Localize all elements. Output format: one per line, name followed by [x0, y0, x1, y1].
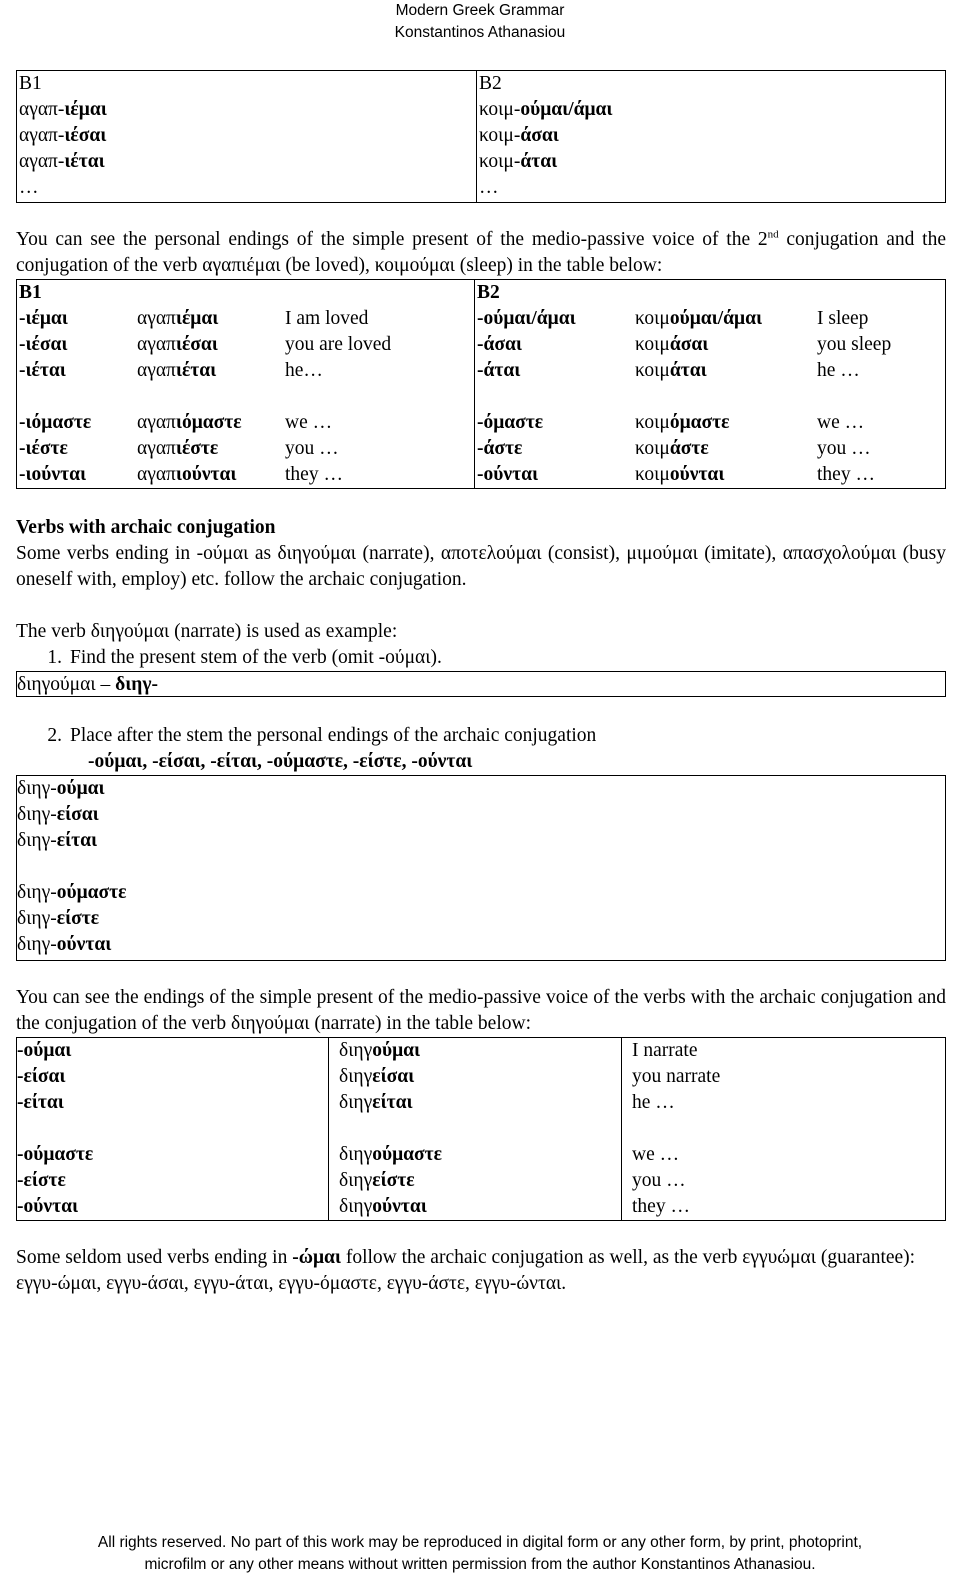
conj-b2-form-stem: κοιμ: [635, 438, 670, 459]
stem-box-verb: διηγούμαι –: [17, 674, 116, 695]
endings-ending: [17, 1116, 329, 1142]
b2-ending: άσαι: [520, 125, 559, 146]
conj-b2-form-stem: κοιμ: [635, 308, 670, 329]
b1-ending: ιέται: [64, 151, 105, 172]
conj-b2-form-ending: ούμαι/άμαι: [669, 308, 762, 329]
conj-b1-form-ending: ιούνται: [175, 464, 237, 485]
archaic-form-row: [17, 880, 945, 906]
archaic-form-stem: διηγ-: [17, 778, 57, 799]
endings-form: [329, 1090, 622, 1116]
b1-stem: …: [19, 177, 39, 198]
b1-row: [19, 123, 476, 149]
seldom-paragraph: [16, 1245, 946, 1271]
endings-form: [329, 1116, 622, 1142]
b1-ending: ιέσαι: [64, 125, 107, 146]
endings-table: [16, 1037, 946, 1221]
archaic-heading: Verbs with archaic conjugation: [16, 517, 276, 538]
conj-b2-ending: -άστε: [477, 438, 523, 459]
page-footer: [0, 1532, 960, 1576]
endings-ending: -είται: [17, 1090, 329, 1116]
conj-b1-row: [19, 306, 474, 332]
conj-b1-column: [17, 280, 475, 488]
conj-b1-form-ending: ιέσαι: [175, 334, 218, 355]
conj-b2-form-ending: άσαι: [669, 334, 709, 355]
conj-b2-translation: they …: [817, 464, 875, 485]
conj-b1-ending: -ιέμαι: [19, 308, 68, 329]
archaic-form-row: [17, 802, 945, 828]
page-header: [0, 0, 960, 44]
seldom-forms: εγγυ-ώμαι, εγγυ-άσαι, εγγυ-άται, εγγυ-όμαστε, εγγυ-άστε, εγγυ-ώνται.: [16, 1273, 567, 1294]
archaic-form-ending: είστε: [56, 908, 100, 929]
conj-b2-form-ending: άστε: [669, 438, 709, 459]
example-intro: The verb διηγούμαι (narrate) is used as example:: [16, 621, 398, 642]
b1-row: [19, 175, 476, 201]
conj-b1-ending: -ιούνται: [19, 464, 87, 485]
conj-b1-form-stem: αγαπ: [137, 438, 176, 459]
intro-text-b: conjugation and the conjugation of the verb αγαπιέμαι (be loved), κοιμούμαι (sleep) in the table below:: [16, 229, 946, 276]
b2-row: [479, 123, 945, 149]
b1-row: [19, 97, 476, 123]
step-2-endings: -ούμαι, -είσαι, -είται, -ούμαστε, -είστε, -ούνται: [88, 751, 473, 772]
conj-b1-form-ending: ιόμαστε: [175, 412, 242, 433]
step-1-number: 1.: [47, 647, 62, 668]
b2-row: [479, 175, 945, 201]
endings-translation: you …: [632, 1170, 686, 1191]
endings-row: [17, 1064, 945, 1090]
conj-b2-translation: you …: [817, 438, 871, 459]
endings-form-ending: είστε: [372, 1170, 415, 1191]
conj-b1-form: [137, 436, 285, 462]
archaic-form-ending: ούμαι: [56, 778, 105, 799]
b1-column: [17, 71, 477, 202]
conj-b1-translation: he…: [285, 360, 323, 381]
endings-row: [17, 1142, 945, 1168]
seldom-text-a: Some seldom used verbs ending in: [16, 1247, 293, 1268]
intro-sup: nd: [767, 228, 779, 241]
endings-form-ending: ούμαστε: [372, 1144, 442, 1165]
conj-b2-form: [635, 306, 817, 332]
top-conjugation-table: [16, 70, 946, 203]
conj-b2-row: [477, 358, 945, 384]
b2-stem: κοιμ-: [479, 99, 521, 120]
endings-row: [17, 1194, 945, 1220]
conj-b2-row: [477, 306, 945, 332]
conj-b1-translation: [285, 384, 473, 410]
endings-form-ending: είσαι: [372, 1066, 415, 1087]
conj-b1-form: [137, 462, 285, 488]
b1-row: [19, 149, 476, 175]
conj-b2-form-ending: όμαστε: [669, 412, 730, 433]
archaic-form-stem: διηγ-: [17, 934, 57, 955]
conj-b1-row: [19, 358, 474, 384]
endings-form: [329, 1142, 622, 1168]
conj-b1-form-stem: αγαπ: [137, 334, 176, 355]
conj-b1-translation: you …: [285, 438, 339, 459]
conj-b2-row: [477, 384, 945, 410]
seldom-text-b: follow the archaic conjugation as well, as the verb εγγυώμαι (guarantee):: [340, 1247, 916, 1268]
endings-form-stem: διηγ: [339, 1144, 373, 1165]
conj-b1-row: [19, 332, 474, 358]
endings-ending: -ούμαστε: [17, 1142, 329, 1168]
conj-b2-ending: -ούμαι/άμαι: [477, 308, 576, 329]
archaic-form-ending: είται: [56, 830, 98, 851]
endings-translation: I narrate: [632, 1040, 698, 1061]
endings-ending: -είσαι: [17, 1064, 329, 1090]
conj-b2-form-stem: κοιμ: [635, 360, 670, 381]
archaic-form-stem: διηγ-: [17, 908, 57, 929]
b2-stem: …: [479, 177, 499, 198]
endings-translation: he …: [632, 1092, 675, 1113]
conj-b2-row: [477, 332, 945, 358]
conj-b1-ending: -ιόμαστε: [19, 412, 92, 433]
conj-b2-translation: we …: [817, 412, 865, 433]
endings-ending: -ούνται: [17, 1194, 329, 1220]
conj-b1-ending: [19, 384, 137, 410]
endings-form-stem: διηγ: [339, 1066, 373, 1087]
endings-form: [329, 1168, 622, 1194]
conj-b1-translation: you are loved: [285, 334, 392, 355]
conj-b1-ending: -ιέσαι: [19, 334, 68, 355]
conj-b1-form: [137, 410, 285, 436]
endings-row: [17, 1090, 945, 1116]
archaic-form-ending: ούνται: [56, 934, 112, 955]
conj-b2-form-stem: κοιμ: [635, 464, 670, 485]
endings-translation: we …: [632, 1144, 680, 1165]
archaic-form-stem: διηγ-: [17, 804, 57, 825]
header-author: Konstantinos Athanasiou: [394, 24, 566, 41]
conj-b1-ending: -ιέστε: [19, 438, 68, 459]
endings-form: [329, 1038, 622, 1064]
endings-form-stem: διηγ: [339, 1170, 373, 1191]
conj-b1-row: [19, 436, 474, 462]
endings-form-ending: είται: [372, 1092, 413, 1113]
b2-row: [479, 97, 945, 123]
endings-ending: -ούμαι: [17, 1038, 329, 1064]
conj-b1-row: [19, 410, 474, 436]
conj-b1-form: [137, 384, 285, 410]
conj-b2-form: [635, 358, 817, 384]
archaic-form-row: [17, 854, 945, 880]
conj-b1-translation: I am loved: [285, 308, 369, 329]
conj-b1-translation: we …: [285, 412, 333, 433]
endings-translation: you narrate: [632, 1066, 721, 1087]
archaic-forms-box: [16, 775, 946, 961]
endings-row: [17, 1038, 945, 1064]
endings-form-ending: ούμαι: [372, 1040, 421, 1061]
footer-line-1: All rights reserved. No part of this work may be reproduced in digital form or any other form, by print, photoprint,: [97, 1534, 863, 1551]
conj-b2-title: B2: [477, 282, 500, 303]
conj-b2-ending: -ούνται: [477, 464, 538, 485]
conj-b1-form-stem: αγαπ: [137, 360, 176, 381]
conj-b2-form: [635, 462, 817, 488]
endings-paragraph: You can see the endings of the simple present of the medio-passive voice of the verbs with the archaic conjugation and the conjugation of the verb διηγούμαι (narrate) in the table below:: [16, 987, 946, 1034]
archaic-form-ending: ούμαστε: [56, 882, 127, 903]
b2-column: [477, 71, 945, 202]
archaic-form-row: [17, 906, 945, 932]
conj-b2-form-ending: ούνται: [669, 464, 725, 485]
b2-stem: κοιμ-: [479, 151, 521, 172]
conj-b1-title: B1: [19, 282, 42, 303]
conj-b2-translation: he …: [817, 360, 860, 381]
archaic-form-row: [17, 932, 945, 958]
endings-translation: [622, 1116, 632, 1142]
conj-b1-row: [19, 462, 474, 488]
conj-b2-form: [635, 332, 817, 358]
conj-b1-rows: [19, 306, 474, 488]
intro-paragraph: [16, 227, 946, 279]
conj-b2-ending: -άσαι: [477, 334, 522, 355]
footer-line-2: microfilm or any other means without written permission from the author Konstantinos Athanasiou.: [144, 1556, 816, 1573]
step-2-text: Place after the stem the personal endings of the archaic conjugation: [70, 725, 597, 746]
conj-b1-translation: they …: [285, 464, 343, 485]
stem-box: [16, 671, 946, 697]
step-2-number: 2.: [47, 725, 62, 746]
conj-b2-ending: -άται: [477, 360, 521, 381]
b2-ending: άται: [520, 151, 558, 172]
b2-title: B2: [479, 73, 502, 94]
endings-translation: they …: [632, 1196, 690, 1217]
conj-b1-form: [137, 332, 285, 358]
conj-b2-form: [635, 410, 817, 436]
page-content: [16, 70, 946, 1297]
conj-b2-column: [475, 280, 945, 488]
conj-b1-row: [19, 384, 474, 410]
conj-b2-form: [635, 384, 817, 410]
step-1-text: Find the present stem of the verb (omit -ούμαι).: [70, 647, 442, 668]
endings-ending: -είστε: [17, 1168, 329, 1194]
conj-b2-rows: [477, 306, 945, 488]
endings-form-stem: διηγ: [339, 1040, 373, 1061]
conj-b1-form-stem: αγαπ: [137, 308, 176, 329]
b1-title: B1: [19, 73, 42, 94]
endings-form: [329, 1064, 622, 1090]
stem-box-stem: διηγ-: [115, 674, 158, 695]
b1-stem: αγαπ-: [19, 151, 65, 172]
b1-stem: αγαπ-: [19, 99, 65, 120]
endings-form-stem: διηγ: [339, 1196, 373, 1217]
b2-row: [479, 149, 945, 175]
conj-b2-translation: you sleep: [817, 334, 892, 355]
header-title: Modern Greek Grammar: [395, 2, 565, 19]
conj-b1-form-stem: αγαπ: [137, 464, 176, 485]
seldom-ending: -ώμαι: [292, 1247, 341, 1268]
conj-b1-form: [137, 358, 285, 384]
archaic-form-ending: είσαι: [56, 804, 99, 825]
conj-b1-form-ending: ιέται: [175, 360, 217, 381]
b1-ending: ιέμαι: [64, 99, 107, 120]
b2-ending: ούμαι/άμαι: [520, 99, 613, 120]
conj-b2-form: [635, 436, 817, 462]
b1-rows: [19, 97, 476, 201]
conj-b2-translation: [817, 384, 945, 410]
conjugation-table: [16, 279, 946, 489]
intro-text-a: You can see the personal endings of the simple present of the medio-passive voice of the 2: [16, 229, 768, 250]
archaic-form-stem: διηγ-: [17, 882, 57, 903]
endings-form: [329, 1194, 622, 1220]
conj-b1-form-ending: ιέστε: [175, 438, 219, 459]
archaic-paragraph: Some verbs ending in -ούμαι as διηγούμαι (narrate), αποτελούμαι (consist), μιμούμαι (imitate), απασχολούμαι (busy oneself with, employ) etc. follow the archaic conjugation.: [16, 543, 946, 590]
conj-b2-row: [477, 410, 945, 436]
conj-b2-row: [477, 462, 945, 488]
step-1: [16, 645, 946, 671]
endings-form-stem: διηγ: [339, 1092, 373, 1113]
endings-row: [17, 1168, 945, 1194]
conj-b2-form-ending: άται: [669, 360, 707, 381]
archaic-form-row: [17, 828, 945, 854]
conj-b1-ending: -ιέται: [19, 360, 66, 381]
conj-b1-form-stem: αγαπ: [137, 412, 176, 433]
archaic-form-stem: διηγ-: [17, 830, 57, 851]
archaic-form-row: [17, 776, 945, 802]
step-2: [16, 723, 946, 749]
endings-form-ending: ούνται: [372, 1196, 427, 1217]
b2-stem: κοιμ-: [479, 125, 521, 146]
conj-b2-form-stem: κοιμ: [635, 412, 670, 433]
conj-b2-row: [477, 436, 945, 462]
conj-b2-ending: -όμαστε: [477, 412, 544, 433]
endings-row: [17, 1116, 945, 1142]
b2-rows: [479, 97, 945, 201]
conj-b2-form-stem: κοιμ: [635, 334, 670, 355]
conj-b1-form: [137, 306, 285, 332]
conj-b2-ending: [477, 384, 635, 410]
conj-b2-translation: I sleep: [817, 308, 869, 329]
b1-stem: αγαπ-: [19, 125, 65, 146]
conj-b1-form-ending: ιέμαι: [175, 308, 219, 329]
